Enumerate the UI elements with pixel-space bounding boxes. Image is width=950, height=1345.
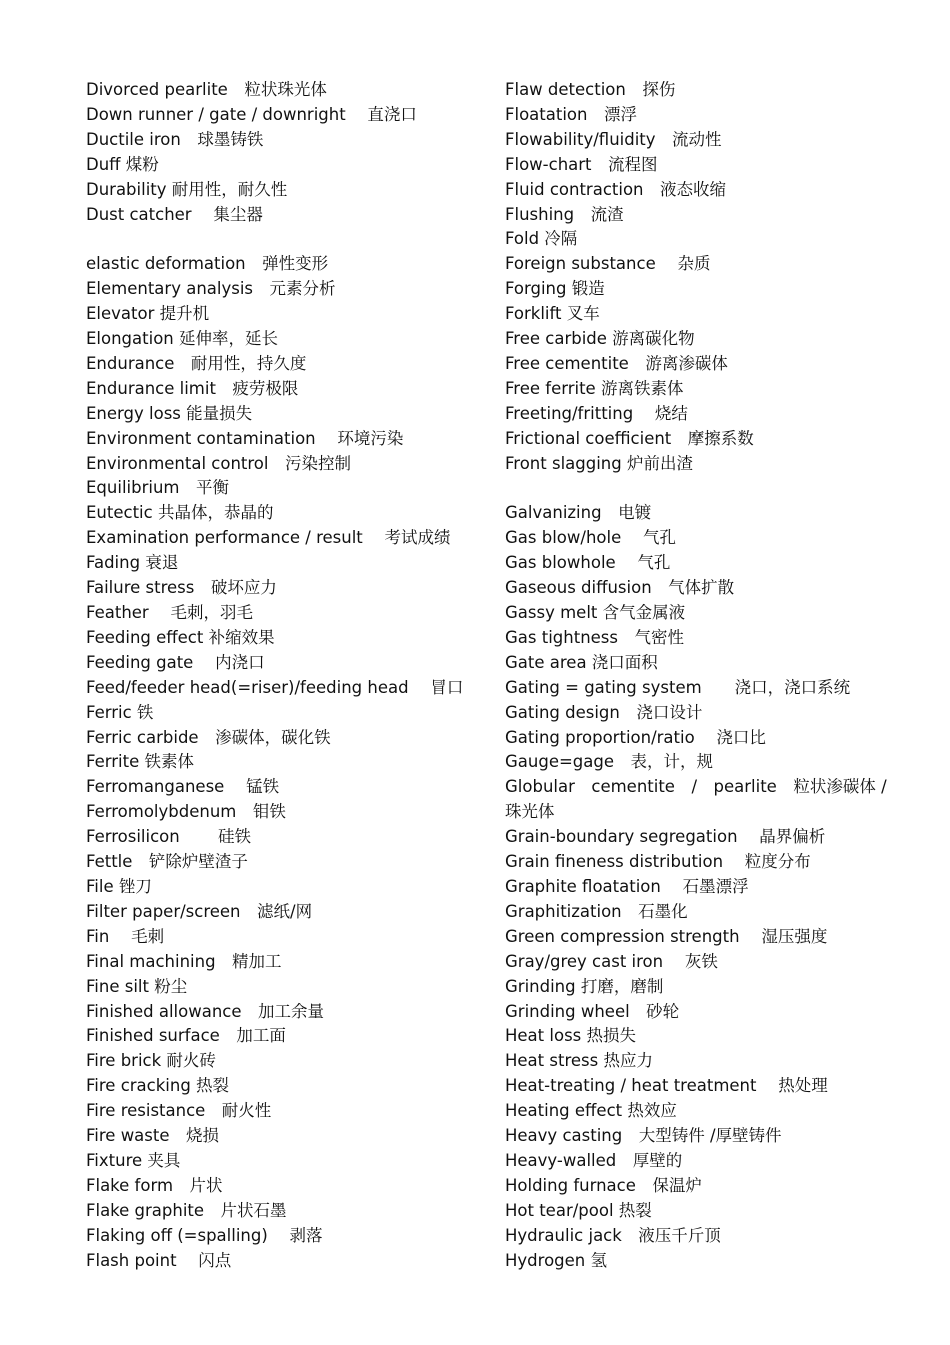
- glossary-entry: Graphite floatation 石墨漂浮: [505, 876, 749, 896]
- glossary-entry: Ferrite 铁素体: [86, 752, 194, 772]
- glossary-entry: Heating effect 热效应: [505, 1101, 677, 1121]
- glossary-entry: Elevator 提升机: [86, 304, 210, 324]
- glossary-entry: Ferromanganese 锰铁: [86, 777, 280, 797]
- glossary-entry: Feed/feeder head(=riser)/feeding head 冒口: [86, 677, 464, 697]
- glossary-entry: Hot tear/pool 热裂: [505, 1200, 652, 1220]
- section-spacer: [505, 477, 900, 502]
- glossary-entry: Fluid contraction 液态收缩: [505, 179, 727, 199]
- glossary-entry: Grain fineness distribution 粒度分布: [505, 852, 811, 872]
- glossary-entry: Frictional coefficient 摩擦系数: [505, 428, 754, 448]
- glossary-entry: Fine silt 粉尘: [86, 976, 188, 996]
- glossary-entry: Graphitization 石墨化: [505, 901, 688, 921]
- glossary-entry: Green compression strength 湿压强度: [505, 926, 828, 946]
- glossary-entry: Forklift 叉车: [505, 304, 600, 324]
- glossary-entry: Gray/grey cast iron 灰铁: [505, 951, 718, 971]
- glossary-entry: Elongation 延伸率，延长: [86, 329, 278, 349]
- glossary-entry: Heavy-walled 厚壁的: [505, 1150, 683, 1170]
- glossary-entry: Gauge=gage 表，计，规: [505, 752, 714, 772]
- glossary-entry: Environmental control 污染控制: [86, 453, 351, 473]
- glossary-entry: Flake form 片状: [86, 1175, 223, 1195]
- glossary-right-column: [505, 78, 900, 1273]
- glossary-entry: Fettle 铲除炉壁渣子: [86, 852, 248, 872]
- glossary-entry: Eutectic 共晶体，恭晶的: [86, 503, 274, 523]
- glossary-entry: Grinding wheel 砂轮: [505, 1001, 680, 1021]
- glossary-entry: Foreign substance 杂质: [505, 254, 711, 274]
- glossary-entry: Hydrogen 氢: [505, 1250, 607, 1270]
- glossary-entry: Flash point 闪点: [86, 1250, 232, 1270]
- glossary-entry: Endurance 耐用性，持久度: [86, 353, 307, 373]
- glossary-entry: Free cementite 游离渗碳体: [505, 353, 728, 373]
- glossary-entry: Energy loss 能量损失: [86, 403, 253, 423]
- glossary-entry: Gating = gating system 浇口，浇口系统: [505, 677, 851, 697]
- glossary-entry: Elementary analysis 元素分析: [86, 279, 336, 299]
- glossary-entry: Fire brick 耐火砖: [86, 1051, 216, 1071]
- glossary-entry: Feeding gate 内浇口: [86, 652, 265, 672]
- glossary-entry: Gas tightness 气密性: [505, 627, 684, 647]
- glossary-entry: Finished surface 加工面: [86, 1026, 286, 1046]
- glossary-entry: Ferromolybdenum 钼铁: [86, 802, 286, 822]
- glossary-entry: Fading 衰退: [86, 553, 179, 573]
- glossary-entry: Gate area 浇口面积: [505, 652, 658, 672]
- glossary-entry: Endurance limit 疲劳极限: [86, 378, 299, 398]
- glossary-entry: Gas blow/hole 气孔: [505, 528, 676, 548]
- section-spacer: [86, 227, 486, 252]
- glossary-entry: File 锉刀: [86, 876, 152, 896]
- glossary-entry: Feeding effect 补缩效果: [86, 627, 275, 647]
- glossary-entry: Examination performance / result 考试成绩: [86, 528, 451, 548]
- glossary-entry: Grain-boundary segregation 晶界偏析: [505, 827, 826, 847]
- glossary-entry: Galvanizing 电镀: [505, 503, 652, 523]
- glossary-entry: Flake graphite 片状石墨: [86, 1200, 287, 1220]
- glossary-entry: Flaking off (=spalling) 剥落: [86, 1225, 323, 1245]
- glossary-entry: Gaseous diffusion 气体扩散: [505, 578, 735, 598]
- glossary-entry: Flowability/fluidity 流动性: [505, 129, 722, 149]
- glossary-entry: Fire cracking 热裂: [86, 1076, 230, 1096]
- glossary-entry: Fixture 夹具: [86, 1150, 181, 1170]
- glossary-entry: Fire waste 烧损: [86, 1126, 220, 1146]
- glossary-entry: Free carbide 游离碳化物: [505, 329, 695, 349]
- glossary-entry: Gas blowhole 气孔: [505, 553, 671, 573]
- glossary-entry: Gating proportion/ratio 浇口比: [505, 727, 766, 747]
- glossary-entry: Heavy casting 大型铸件 /厚壁铸件: [505, 1126, 782, 1146]
- glossary-entry: Ferric 铁: [86, 702, 154, 722]
- glossary-entry: Globular cementite / pearlite 粒状渗碳体 /珠光体: [505, 777, 887, 822]
- glossary-entry: Heat loss 热损失: [505, 1026, 637, 1046]
- glossary-entry: Filter paper/screen 滤纸/网: [86, 901, 313, 921]
- glossary-entry: Hydraulic jack 液压千斤顶: [505, 1225, 721, 1245]
- glossary-entry: Fin 毛刺: [86, 926, 165, 946]
- glossary-entry: Durability 耐用性，耐久性: [86, 179, 288, 199]
- glossary-left-column: [86, 78, 486, 1273]
- glossary-entry: Environment contamination 环境污染: [86, 428, 404, 448]
- glossary-entry: Freeting/fritting 烧结: [505, 403, 688, 423]
- glossary-entry: Fire resistance 耐火性: [86, 1101, 272, 1121]
- glossary-entry: elastic deformation 弹性变形: [86, 254, 329, 274]
- glossary-entry: Fold 冷隔: [505, 229, 578, 249]
- glossary-entry: Flow-chart 流程图: [505, 154, 658, 174]
- glossary-entry: Gating design 浇口设计: [505, 702, 703, 722]
- glossary-entry: Ferrosilicon 硅铁: [86, 827, 251, 847]
- glossary-entry: Flaw detection 探伤: [505, 80, 676, 99]
- glossary-entry: Ferric carbide 渗碳体，碳化铁: [86, 727, 331, 747]
- glossary-entry: Equilibrium 平衡: [86, 478, 229, 498]
- glossary-entry: Flushing 流渣: [505, 204, 624, 224]
- glossary-entry: Dust catcher 集尘器: [86, 204, 263, 224]
- glossary-entry: Gassy melt 含气金属液: [505, 603, 686, 623]
- glossary-entry: Final machining 精加工: [86, 951, 282, 971]
- glossary-entry: Free ferrite 游离铁素体: [505, 378, 684, 398]
- glossary-entry: Failure stress 破坏应力: [86, 578, 277, 598]
- glossary-entry: Down runner / gate / downright 直浇口: [86, 104, 417, 124]
- glossary-entry: Finished allowance 加工余量: [86, 1001, 325, 1021]
- glossary-entry: Front slagging 炉前出渣: [505, 453, 693, 473]
- glossary-entry: Ductile iron 球墨铸铁: [86, 129, 264, 149]
- glossary-entry: Forging 锻造: [505, 279, 605, 299]
- glossary-entry: Holding furnace 保温炉: [505, 1175, 702, 1195]
- glossary-entry: Feather 毛刺，羽毛: [86, 603, 253, 623]
- glossary-entry: Divorced pearlite 粒状珠光体: [86, 80, 327, 99]
- glossary-entry: Heat stress 热应力: [505, 1051, 653, 1071]
- glossary-entry: Grinding 打磨，磨制: [505, 976, 664, 996]
- glossary-entry: Duff 煤粉: [86, 154, 159, 174]
- glossary-entry: Heat-treating / heat treatment 热处理: [505, 1076, 828, 1096]
- glossary-entry: Floatation 漂浮: [505, 104, 637, 124]
